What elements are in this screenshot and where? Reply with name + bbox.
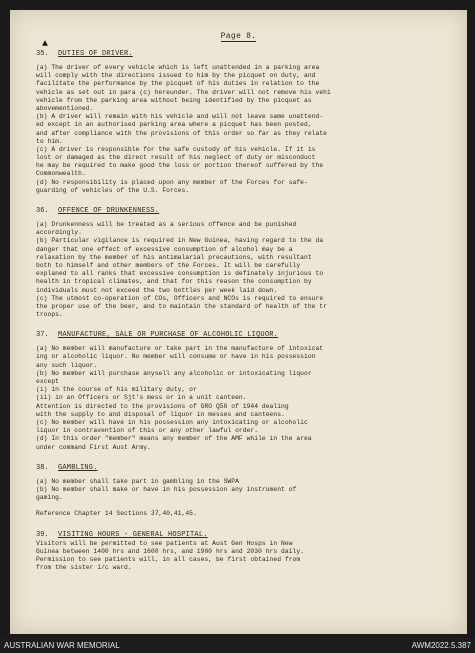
text-line: Guinea between 1400 hrs and 1600 hrs, and 1900 hrs and 2030 hrs daily.: [36, 547, 305, 555]
text-line: under command First Aust Army.: [36, 443, 151, 451]
text-line: Attention is directed to the provisions of GRO Q56 of 1944 dealing: [36, 402, 289, 410]
section-35: [36, 50, 454, 195]
text-line: (d) No responsibility is placed upon any member of the Forces for safe-: [36, 178, 308, 186]
text-line: danger that one effect of excessive consumption of alcohol may be a: [36, 245, 293, 253]
section-heading: [36, 50, 454, 59]
text-line: vehicle as set out in para (c) hereunder. The driver will not remove his vehi: [36, 88, 331, 96]
text-line: (a) No member will manufacture or take part in the manufacture of intoxicat: [36, 345, 324, 353]
text-line: (i) in the course of his military duty, or: [36, 386, 197, 394]
text-line: Commonwealth.: [36, 170, 86, 178]
institution-label: AUSTRALIAN WAR MEMORIAL: [4, 641, 120, 650]
text-line: from the sister i/c ward.: [36, 564, 132, 572]
text-line: and after compliance with the provisions of this order so far as they relate: [36, 129, 327, 137]
reference-line: Reference Chapter 14 Sections 37,40,41,45.: [36, 510, 197, 518]
page-number: Page 8.: [220, 32, 257, 41]
text-line: (a) The driver of every vehicle which is left unattended in a parking area: [36, 64, 320, 71]
reference-number: AWM2022.5.387: [411, 641, 471, 650]
section-number: 36.: [36, 207, 49, 215]
section-title: DUTIES OF DRIVER.: [58, 50, 133, 58]
text-line: the proper use of the beer, and to maintain the standard of health of the tr: [36, 302, 327, 310]
text-line: accordingly.: [36, 229, 82, 237]
section-heading: [36, 531, 454, 540]
text-line: with the supply to and disposal of liquor in messes and canteens.: [36, 410, 285, 418]
text-line: troops.: [36, 311, 63, 319]
section-number: 39.: [36, 530, 49, 539]
text-line: explaned to all ranks that excessive consumption is definately injurious to: [36, 270, 324, 278]
document-body: [36, 50, 454, 572]
text-line: any such liquor.: [36, 361, 98, 369]
text-line: he may be required to make good the loss or portion thereof suffered by the: [36, 162, 324, 170]
section-title: GAMBLING.: [58, 463, 98, 472]
text-line: (b) Particular vigilance is required in New Guinea, having regard to the da: [36, 237, 324, 245]
text-line: (b) No member will purchase anysell any alcoholic or intoxicating liquor: [36, 369, 312, 377]
text-line: (c) A driver is responsible for the safe custody of his vehicle. If it is: [36, 145, 316, 153]
text-line: relaxation by the member of his antimalarial precautions, with resultant: [36, 253, 312, 261]
text-line: ed except in an authorised parking area where a picquet has been posted,: [36, 121, 312, 129]
text-line: except: [36, 378, 59, 385]
text-line: abovementioned.: [36, 104, 94, 112]
section-title: OFFENCE OF DRUNKENNESS.: [58, 207, 160, 215]
text-line: ing or alcoholic liquor. No member will consume or have in his possession: [36, 353, 316, 361]
text-line: guarding of vehicles of the U.S. Forces.: [36, 186, 190, 194]
text-line: Permission to see patients will, in all cases, be first obtained from: [36, 556, 301, 563]
text-line: (d) In this order "member" means any member of the AMF while in the area: [36, 435, 312, 443]
text-line: (b) No member shall make or have in his possession any instrument of: [36, 485, 297, 493]
text-line: will comply with the directions issued to him by the picquet on duty, and: [36, 72, 316, 80]
text-line: (c) The utmost co-operation of COs, Officers and NCOs is required to ensure: [36, 294, 324, 302]
section-number: 37.: [36, 331, 49, 340]
section-number: 38.: [36, 463, 49, 472]
section-heading: [36, 464, 454, 473]
text-line: lost or damaged as the direct result of his neglect of duty or misconduct: [36, 154, 316, 162]
text-line: individuals must not exceed the two bottles per week laid down.: [36, 286, 278, 294]
section-heading: [36, 331, 454, 340]
section-37: [36, 331, 454, 451]
text-line: vehicle from the parking area without being identified by the picquet as: [36, 96, 312, 104]
section-number: 35.: [36, 50, 49, 58]
section-heading: [36, 207, 454, 216]
section-39: [36, 531, 454, 573]
text-line: (a) Drunkenness will be treated as a serious offence and be punished: [36, 221, 297, 228]
text-line: [36, 502, 454, 510]
text-line: (ii) in an Officers or Sjt's mess or in a unit canteen.: [36, 394, 247, 402]
document-page: [10, 10, 467, 634]
pen-mark-icon: ▲: [42, 39, 49, 50]
text-line: health in tropical climates, and that for this reason the consumption by: [36, 278, 312, 286]
text-line: both to himself and other members of the Forces. It will be carefully: [36, 261, 301, 269]
text-line: (c) No member will have in his possession any intoxicating or alcoholic: [36, 418, 308, 426]
text-line: liquor in contravention of this or any other lawful order.: [36, 427, 259, 435]
text-line: to him.: [36, 137, 63, 145]
footer-bar: [0, 638, 475, 653]
text-line: Visitors will be permitted to see patients at Aust Gen Hosps in New: [36, 539, 293, 547]
section-36: [36, 207, 454, 319]
text-line: (b) A driver will remain with his vehicle and will not leave same unattend-: [36, 113, 324, 121]
text-line: gaming.: [36, 494, 63, 502]
text-line: facilitate the performance by the picquet of his duties in relation to the: [36, 80, 320, 88]
section-title: MANUFACTURE, SALE OR PURCHASE OF ALCOHOLIC LIQUOR.: [58, 331, 279, 340]
text-line: (a) No member shall take part in gambling in the SWPA: [36, 477, 239, 485]
section-title: VISITING HOURS - GENERAL HOSPITAL.: [58, 530, 208, 539]
section-38: [36, 464, 454, 519]
